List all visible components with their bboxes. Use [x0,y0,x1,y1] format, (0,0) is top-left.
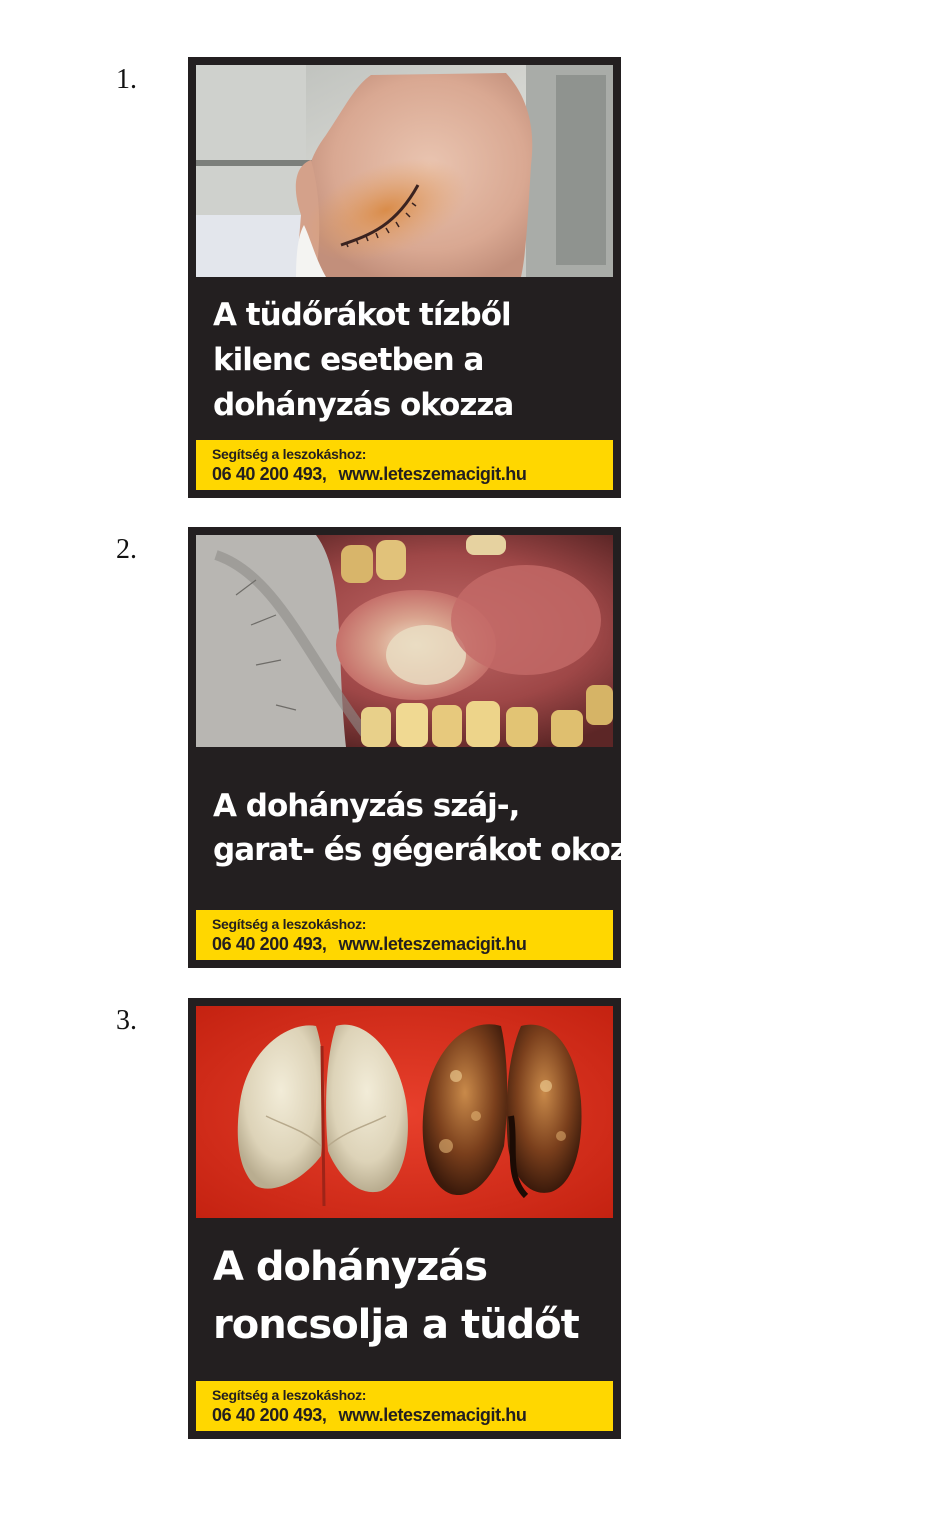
quit-help-bar [196,1381,613,1431]
headline-line: A dohányzás [213,1244,488,1290]
headline-line: roncsolja a tüdőt [213,1302,579,1348]
headline-line: dohányzás okozza [213,387,514,423]
mouth-cancer-illustration [196,535,613,747]
health-warning-1 [188,57,621,498]
headline-line: garat- és gégerákot okoz [213,832,627,868]
quit-website-link: www.leteszemacigit.hu [338,464,527,484]
quitline-phone: 06 40 200 493, [212,464,327,484]
help-contact [212,933,613,955]
warning-headline [213,293,609,428]
item-number-3: 3. [116,1005,137,1036]
headline-line: A dohányzás száj-, [213,788,520,824]
warning-headline [213,1238,609,1354]
help-label: Segítség a leszokáshoz: [212,916,367,932]
health-warning-2 [188,527,627,968]
healthy-vs-damaged-lungs-illustration [196,1006,613,1218]
item-number-2: 2. [116,534,137,565]
quit-website-link: www.leteszemacigit.hu [338,934,527,954]
headline-line: A tüdőrákot tízből [213,297,511,333]
warning-photo-mouth-cancer [196,535,613,747]
help-contact [212,463,613,485]
quit-website-link: www.leteszemacigit.hu [338,1405,527,1425]
health-warning-3 [188,998,621,1439]
warning-photo-surgical-scar [196,65,613,277]
help-contact [212,1404,613,1426]
help-label: Segítség a leszokáshoz: [212,1387,367,1403]
help-label: Segítség a leszokáshoz: [212,446,367,462]
quit-help-bar [196,440,613,490]
surgical-scar-illustration [196,65,613,277]
quitline-phone: 06 40 200 493, [212,934,327,954]
item-number-1: 1. [116,64,137,95]
headline-line: kilenc esetben a [213,342,484,378]
quitline-phone: 06 40 200 493, [212,1405,327,1425]
quit-help-bar [196,910,613,960]
warning-headline [213,784,627,872]
warning-photo-lungs [196,1006,613,1218]
